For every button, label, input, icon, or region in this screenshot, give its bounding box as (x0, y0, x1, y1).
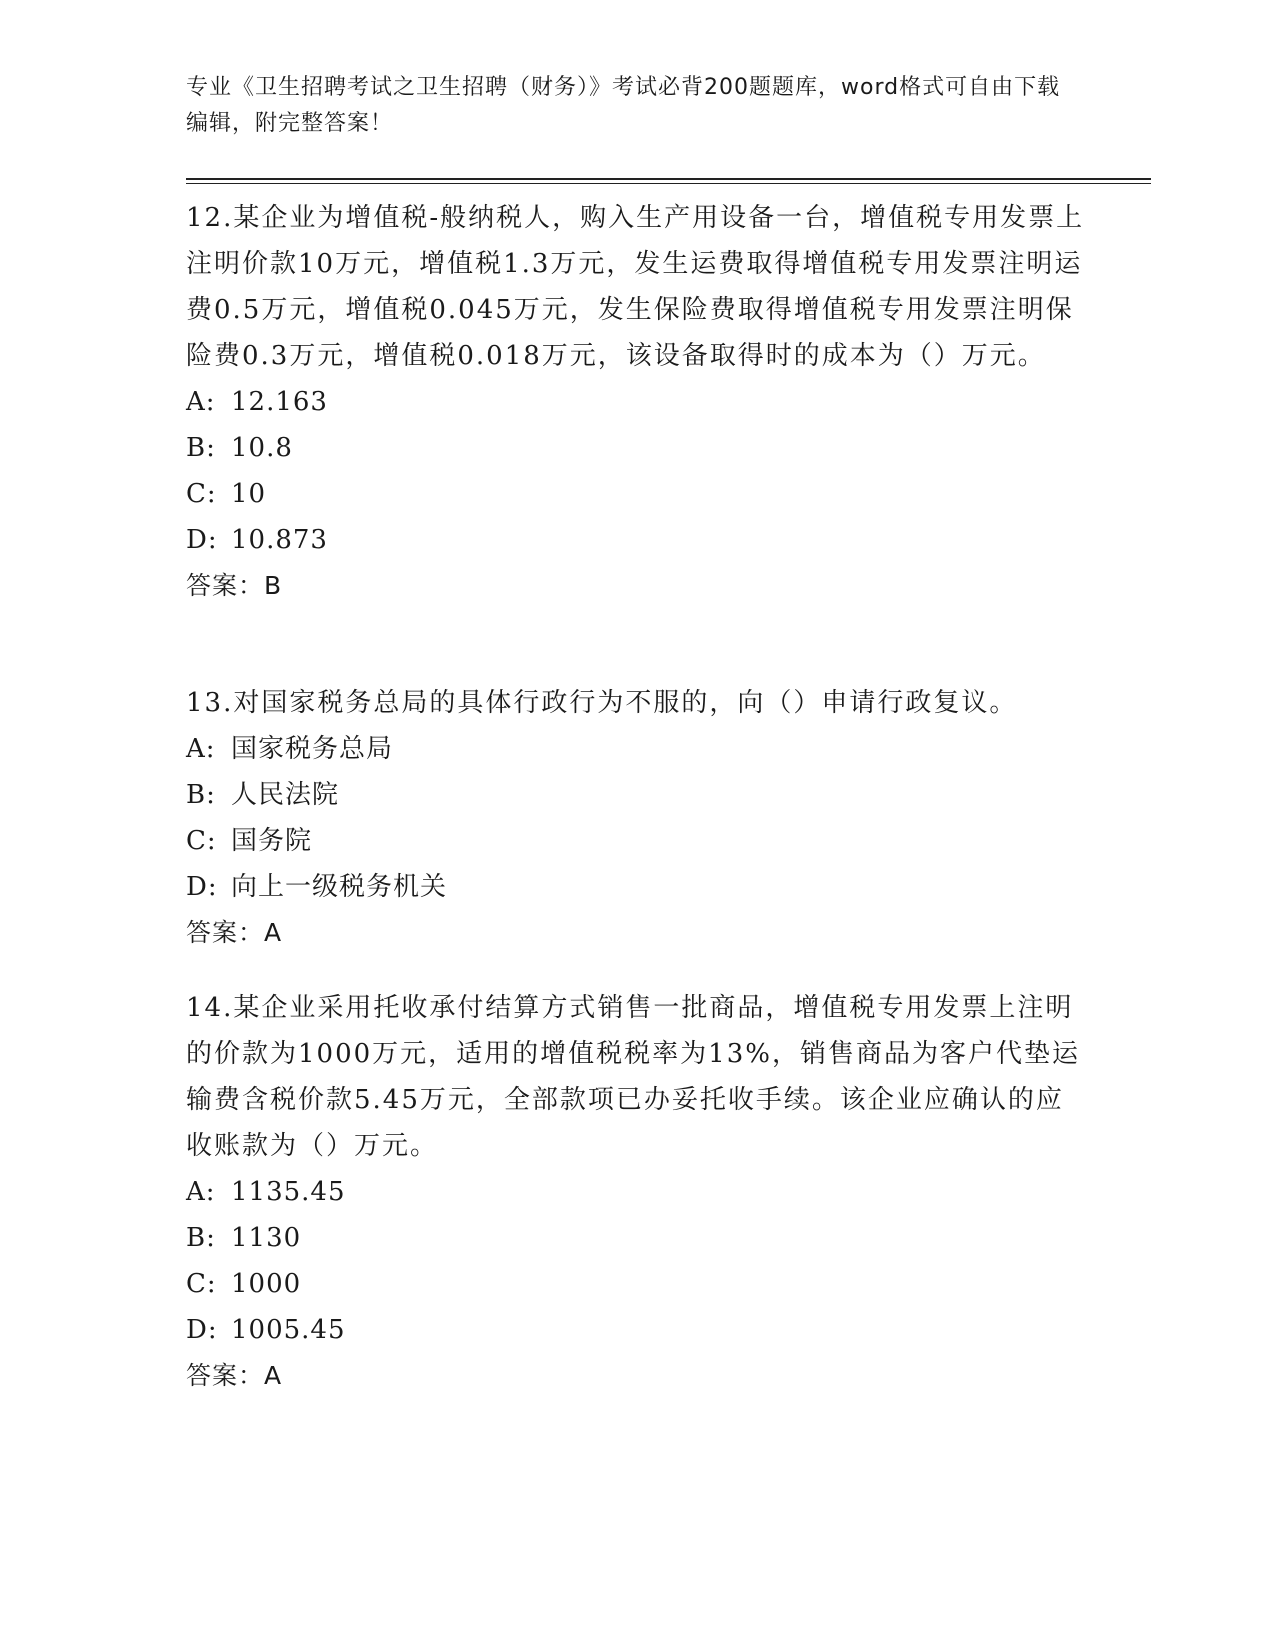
option-letter: B: (186, 433, 216, 463)
option-letter: D: (186, 1315, 218, 1345)
option-d (186, 1307, 1086, 1353)
answer-line: 答案：A (186, 1361, 283, 1390)
question-block-14 (186, 985, 1086, 1399)
option-d (186, 517, 1086, 563)
option-b (186, 772, 1086, 818)
option-text: 1005.45 (231, 1315, 346, 1345)
option-letter: C: (186, 826, 217, 856)
option-text: 国家税务总局 (231, 734, 394, 764)
option-text: 1130 (231, 1223, 302, 1253)
option-c (186, 1261, 1086, 1307)
option-b (186, 425, 1086, 471)
header-divider-thick (186, 178, 1151, 180)
option-letter: C: (186, 479, 217, 509)
question-block-12 (186, 195, 1086, 609)
option-letter: C: (186, 1269, 217, 1299)
option-c (186, 471, 1086, 517)
option-d (186, 864, 1086, 910)
option-text: 12.163 (231, 387, 328, 417)
option-text: 国务院 (231, 826, 313, 856)
answer-line: 答案：A (186, 918, 283, 947)
option-letter: A: (186, 387, 216, 417)
option-text: 10.873 (231, 525, 328, 555)
option-b (186, 1215, 1086, 1261)
header-divider-thin (186, 183, 1151, 184)
option-a (186, 1169, 1086, 1215)
option-text: 1135.45 (231, 1177, 346, 1207)
question-stem: 12.某企业为增值税-般纳税人，购入生产用设备一台，增值税专用发票上注明价款10万元，增值税1.3万元，发生运费取得增值税专用发票注明运费0.5万元，增值税0.045万元，发生保险费取得增值税专用发票注明保险费0.3万元，增值税0.018万元，该设备取得时的成本为（）万元。 (186, 203, 1085, 371)
question-block-13 (186, 680, 1086, 956)
option-letter: A: (186, 1177, 216, 1207)
answer-line: 答案：B (186, 571, 283, 600)
option-letter: D: (186, 525, 218, 555)
option-text: 10.8 (231, 433, 293, 463)
option-text: 10 (231, 479, 267, 509)
document-header: 专业《卫生招聘考试之卫生招聘（财务）》考试必背200题题库，word格式可自由下载编辑，附完整答案！ (186, 75, 1061, 136)
question-stem: 13.对国家税务总局的具体行政行为不服的，向（）申请行政复议。 (186, 688, 1018, 718)
question-stem: 14.某企业采用托收承付结算方式销售一批商品，增值税专用发票上注明的价款为1000万元，适用的增值税税率为13%，销售商品为客户代垫运输费含税价款5.45万元，全部款项已办妥托收手续。该企业应确认的应收账款为（）万元。 (186, 993, 1080, 1161)
option-letter: B: (186, 1223, 216, 1253)
option-text: 向上一级税务机关 (231, 872, 448, 902)
option-a (186, 726, 1086, 772)
option-letter: A: (186, 734, 216, 764)
option-text: 1000 (231, 1269, 302, 1299)
option-a (186, 379, 1086, 425)
option-letter: D: (186, 872, 218, 902)
option-text: 人民法院 (231, 780, 340, 810)
option-c (186, 818, 1086, 864)
option-letter: B: (186, 780, 216, 810)
